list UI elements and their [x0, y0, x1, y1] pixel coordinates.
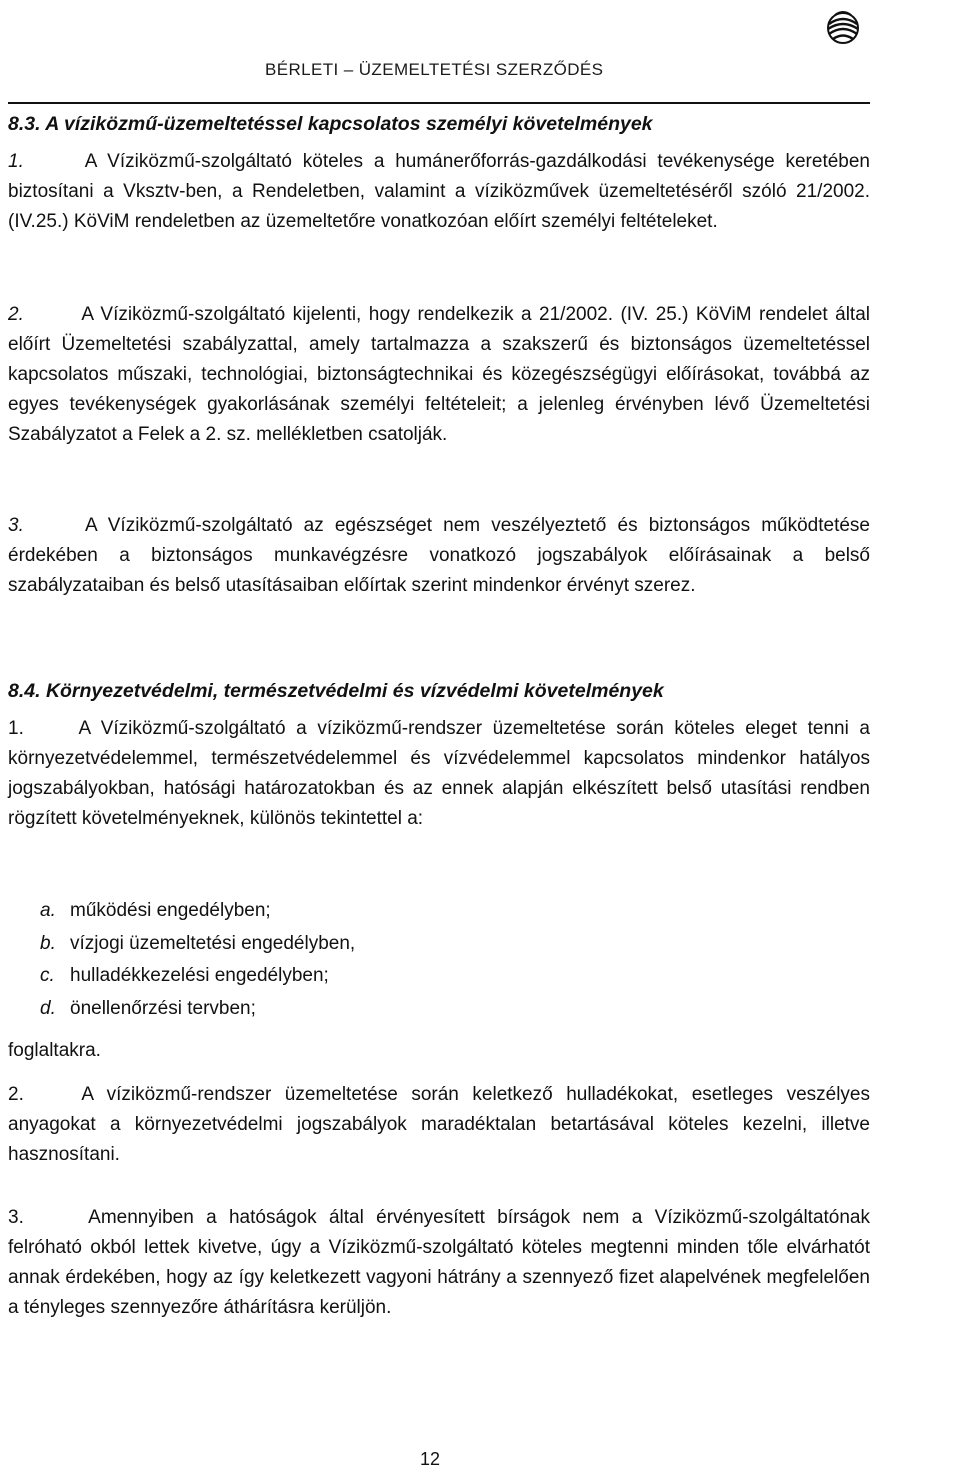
- list-text: önellenőrzési tervben;: [70, 997, 256, 1019]
- paragraph-8-3-2: [8, 300, 870, 450]
- header-divider: [8, 102, 870, 104]
- item-number: 3.: [8, 1207, 24, 1228]
- list-item: [40, 928, 355, 961]
- requirements-list: [40, 895, 355, 1025]
- document-title: BÉRLETI – ÜZEMELTETÉSI SZERZŐDÉS: [265, 60, 604, 79]
- list-item: [40, 993, 355, 1026]
- item-text: A Víziközmű-szolgáltató köteles a humánerőforrás-gazdálkodási tevékenysége keretében biztosítani a Vksztv-ben, a Rendeletben, valamint a víziközművek üzemeltetéséről szóló 21/2002. (IV.25.) KöViM rendeletben az üzemeltetőre vonatkozóan előírt személyi feltételeket.: [8, 151, 870, 232]
- list-letter: b.: [40, 932, 56, 954]
- list-letter: c.: [40, 965, 55, 986]
- paragraph-8-3-3: [8, 511, 870, 601]
- paragraph-8-3-1: [8, 147, 870, 237]
- list-letter: d.: [40, 997, 56, 1019]
- section-heading-8-3: 8.3. A víziközmű-üzemeltetéssel kapcsolatos személyi követelmények: [8, 113, 653, 135]
- list-letter: a.: [40, 900, 56, 921]
- item-number: 3.: [8, 515, 24, 536]
- list-item: [40, 960, 355, 993]
- section-heading-8-4: 8.4. Környezetvédelmi, természetvédelmi és vízvédelmi követelmények: [8, 680, 664, 702]
- item-text: Amennyiben a hatóságok által érvényesített bírságok nem a Víziközmű-szolgáltatónak felróható okból lettek kivetve, úgy a Víziközmű-szolgáltató köteles megtenni minden tőle elvárhatót annak érdekében, hogy az így keletkezett vagyoni hátrány a szennyező fizet alapelvének megfelelően a tényleges szennyezőre áthárításra kerüljön.: [8, 1207, 870, 1318]
- item-text: A Víziközmű-szolgáltató az egészséget nem veszélyeztető és biztonságos működtetése érdekében a biztonságos munkavégzésre vonatkozó jogszabályok előírásainak a belső szabályzataiban és belső utasításaiban előírtak szerint mindenkor érvényt szerez.: [8, 515, 871, 596]
- company-seal-icon: [815, 6, 871, 46]
- item-number: 1.: [8, 151, 24, 172]
- list-closing-text: foglaltakra.: [8, 1040, 101, 1061]
- page-number: 12: [420, 1449, 441, 1469]
- paragraph-8-4-2: [8, 1080, 870, 1170]
- item-number: 2.: [8, 304, 24, 325]
- item-number: 2.: [8, 1084, 24, 1105]
- paragraph-8-4-1: [8, 714, 870, 834]
- list-item: [40, 895, 355, 928]
- list-text: működési engedélyben;: [70, 900, 271, 921]
- list-text: vízjogi üzemeltetési engedélyben,: [70, 932, 356, 954]
- paragraph-8-4-3: [8, 1203, 870, 1323]
- item-text: A Víziközmű-szolgáltató a víziközmű-rendszer üzemeltetése során köteles eleget tenni a környezetvédelemmel, természetvédelemmel és vízvédelemmel kapcsolatos mindenkor hatályos jogszabályokban, hatósági határozatokban és az ennek alapján elkészített belső utasítási rendben rögzített követelményeknek, különös tekintettel a:: [8, 718, 870, 829]
- list-text: hulladékkezelési engedélyben;: [70, 965, 329, 986]
- item-text: A víziközmű-rendszer üzemeltetése során keletkező hulladékokat, esetleges veszélyes anyagokat a környezetvédelmi jogszabályok maradéktalan betartásával köteles kezelni, illetve hasznosítani.: [8, 1084, 870, 1165]
- item-text: A Víziközmű-szolgáltató kijelenti, hogy rendelkezik a 21/2002. (IV. 25.) KöViM rendelet által előírt Üzemeltetési szabályzattal, amely tartalmazza a szakszerű és biztonságos üzemeltetéssel kapcsolatos műszaki, technológiai, biztonságtechnikai és közegészségügyi előírásokat, továbbá az egyes tevékenységek gyakorlásának személyi feltételeit; a jelenleg érvényben lévő Üzemeltetési Szabályzatot a Felek a 2. sz. mellékletben csatolják.: [8, 304, 870, 445]
- item-number: 1.: [8, 718, 24, 739]
